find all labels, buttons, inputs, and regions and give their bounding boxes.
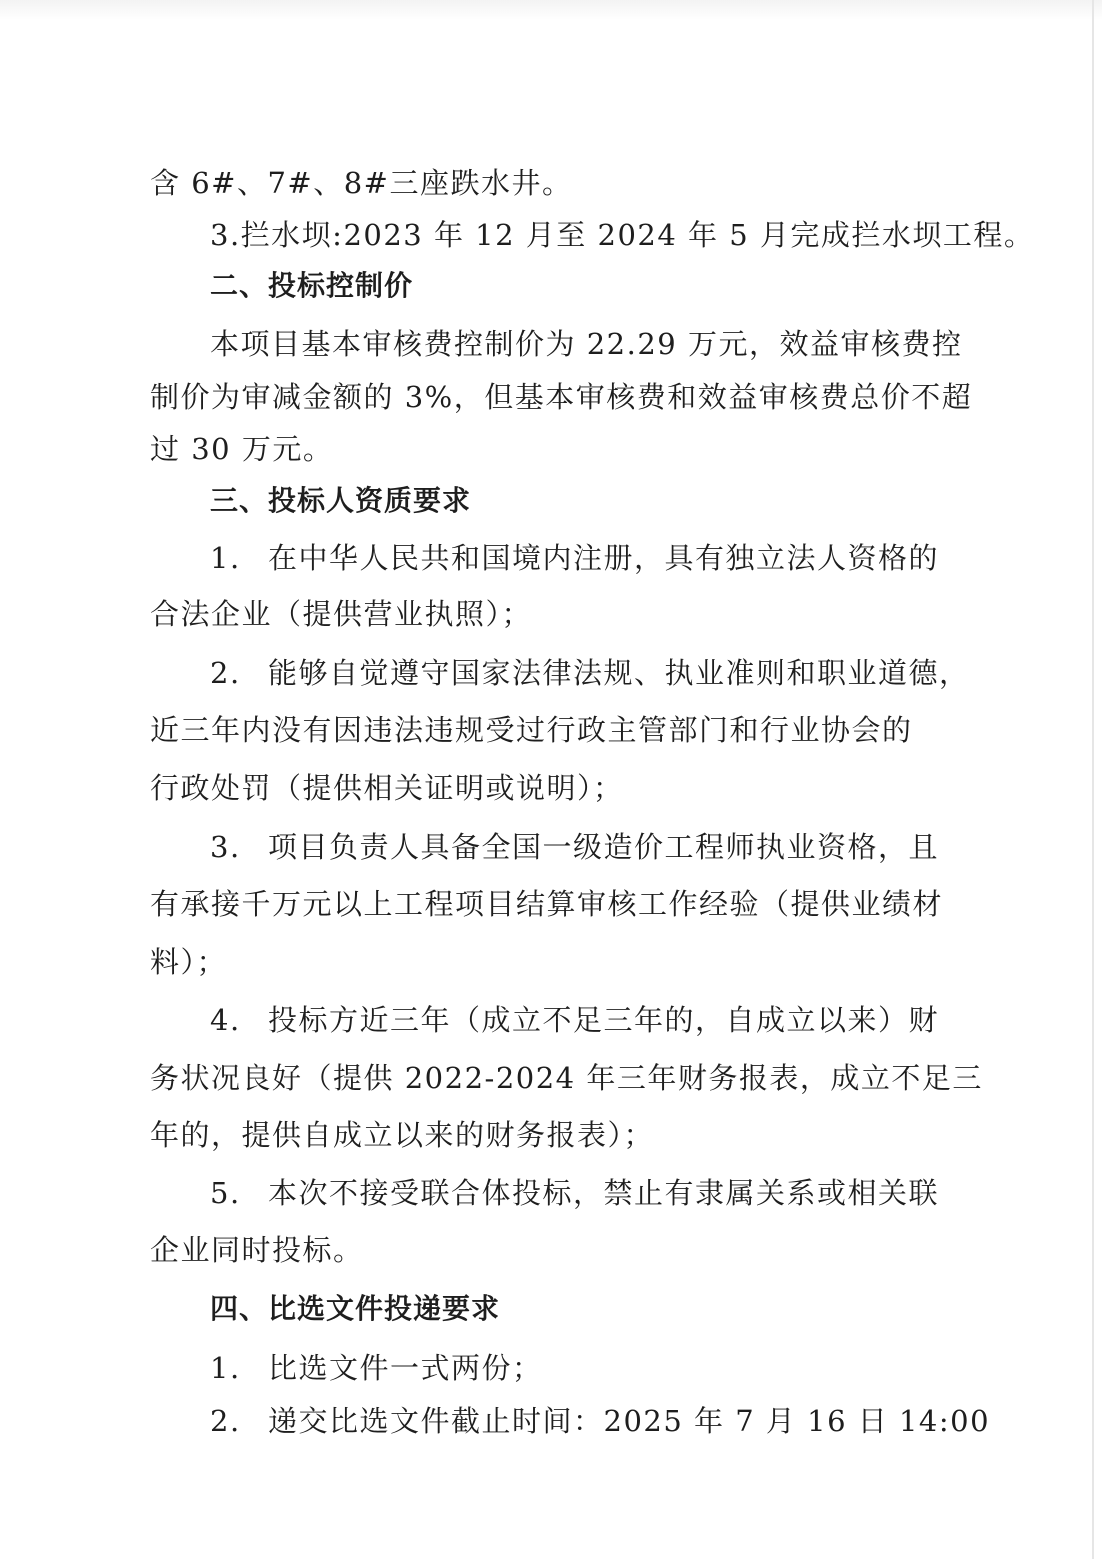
list-item: 4. 投标方近三年（成立不足三年的，自成立以来）财	[210, 1000, 980, 1040]
list-number: 1.	[210, 1351, 241, 1385]
text-line: 制价为审减金额的 3%，但基本审核费和效益审核费总价不超	[150, 380, 973, 414]
list-number: 5.	[210, 1176, 241, 1210]
list-item: 5. 本次不接受联合体投标，禁止有隶属关系或相关联	[210, 1173, 980, 1213]
section-heading: 四、比选文件投递要求	[210, 1292, 501, 1325]
text-line: 料）；	[150, 945, 228, 979]
list-number: 1.	[210, 541, 241, 575]
scan-top-shade	[0, 0, 1102, 20]
text-line: 3.拦水坝:2023 年 12 月至 2024 年 5 月完成拦水坝工程。	[210, 218, 1035, 252]
list-number: 2.	[210, 1404, 241, 1438]
section-heading: 二、投标控制价	[210, 269, 414, 302]
text-line: 有承接千万元以上工程项目结算审核工作经验（提供业绩材	[150, 887, 944, 921]
text-line: 务状况良好（提供 2022-2024 年三年财务报表，成立不足三	[150, 1061, 983, 1095]
scan-right-edge	[1092, 0, 1094, 1559]
text-line: 年的，提供自成立以来的财务报表）；	[150, 1118, 655, 1152]
list-number: 4.	[210, 1003, 241, 1037]
list-item: 3. 项目负责人具备全国一级造价工程师执业资格，且	[210, 827, 980, 867]
text-line: 合法企业（提供营业执照）；	[150, 597, 533, 631]
text-line: 含 6#、7#、8#三座跌水井。	[150, 166, 573, 200]
list-number: 2.	[210, 656, 241, 690]
list-item: 1. 在中华人民共和国境内注册，具有独立法人资格的	[210, 538, 980, 578]
list-number: 3.	[210, 830, 241, 864]
list-item: 2. 递交比选文件截止时间：2025 年 7 月 16 日 14:00	[210, 1401, 980, 1441]
text-line: 企业同时投标。	[150, 1233, 364, 1267]
list-item: 2. 能够自觉遵守国家法律法规、执业准则和职业道德，	[210, 653, 980, 693]
list-item: 1. 比选文件一式两份；	[210, 1348, 980, 1388]
section-heading: 三、投标人资质要求	[210, 484, 472, 517]
text-line: 行政处罚（提供相关证明或说明）；	[150, 771, 624, 805]
text-line: 近三年内没有因违法违规受过行政主管部门和行业协会的	[150, 713, 913, 747]
text-line: 本项目基本审核费控制价为 22.29 万元，效益审核费控	[210, 327, 963, 361]
text-line: 过 30 万元。	[150, 432, 334, 466]
